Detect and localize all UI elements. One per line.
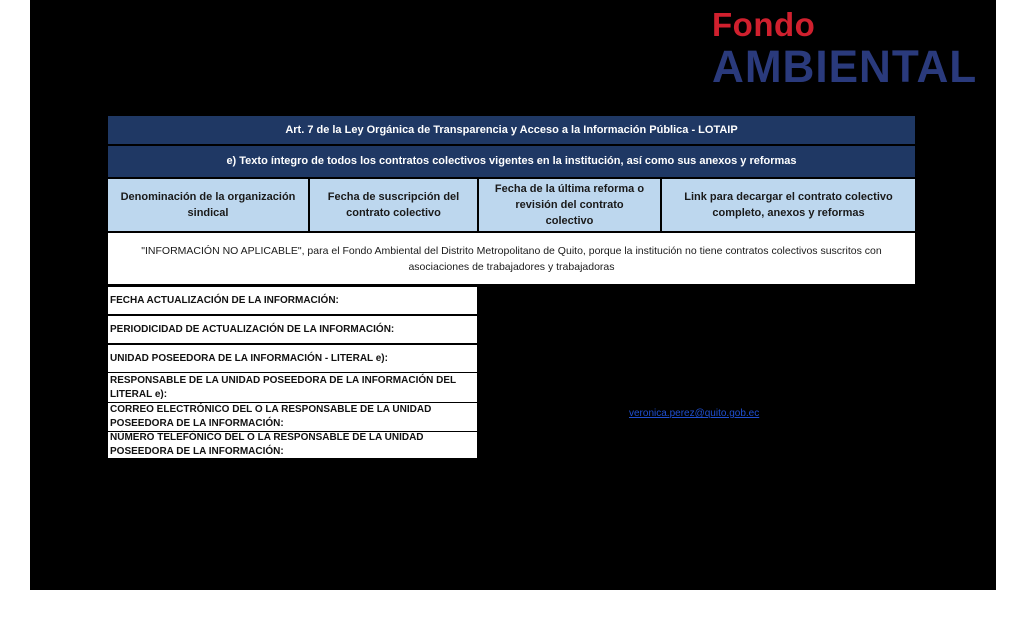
info-row-telefono: NÚMERO TELEFÓNICO DEL O LA RESPONSABLE DE LA UNIDAD POSEEDORA DE LA INFORMACIÓN: — [108, 432, 477, 458]
info-row-periodicidad: PERIODICIDAD DE ACTUALIZACIÓN DE LA INFORMACIÓN: — [108, 316, 477, 343]
column-header-organizacion: Denominación de la organización sindical — [108, 179, 308, 231]
info-row-fecha-actualizacion: FECHA ACTUALIZACIÓN DE LA INFORMACIÓN: — [108, 287, 477, 314]
fondo-ambiental-logo — [712, 6, 984, 90]
info-row-unidad-poseedora: UNIDAD POSEEDORA DE LA INFORMACIÓN - LITERAL e): — [108, 345, 477, 372]
table-title: Art. 7 de la Ley Orgánica de Transparencia y Acceso a la Información Pública - LOTAIP — [108, 116, 915, 144]
column-header-link-contrato: Link para decargar el contrato colectivo completo, anexos y reformas — [662, 179, 915, 231]
logo-line-ambiental: AMBIENTAL — [712, 41, 978, 92]
column-header-fecha-reforma: Fecha de la última reforma o revisión del contrato colectivo — [479, 179, 660, 231]
not-applicable-notice: "INFORMACIÓN NO APLICABLE", para el Fondo Ambiental del Distrito Metropolitano de Quito, porque la institución no tiene contratos colectivos suscritos con asociaciones de trabajadores y trabajadoras — [108, 233, 915, 284]
column-header-fecha-suscripcion: Fecha de suscripción del contrato colectivo — [310, 179, 477, 231]
table-subtitle: e) Texto íntegro de todos los contratos colectivos vigentes en la institución, así como sus anexos y reformas — [108, 146, 915, 177]
info-row-correo: CORREO ELECTRÓNICO DEL O LA RESPONSABLE DE LA UNIDAD POSEEDORA DE LA INFORMACIÓN: — [108, 403, 477, 431]
logo-line-fondo: Fondo — [712, 6, 816, 43]
responsable-email-link[interactable]: veronica.perez@quito.gob.ec — [629, 408, 760, 419]
info-row-responsable: RESPONSABLE DE LA UNIDAD POSEEDORA DE LA INFORMACIÓN DEL LITERAL e): — [108, 373, 477, 402]
